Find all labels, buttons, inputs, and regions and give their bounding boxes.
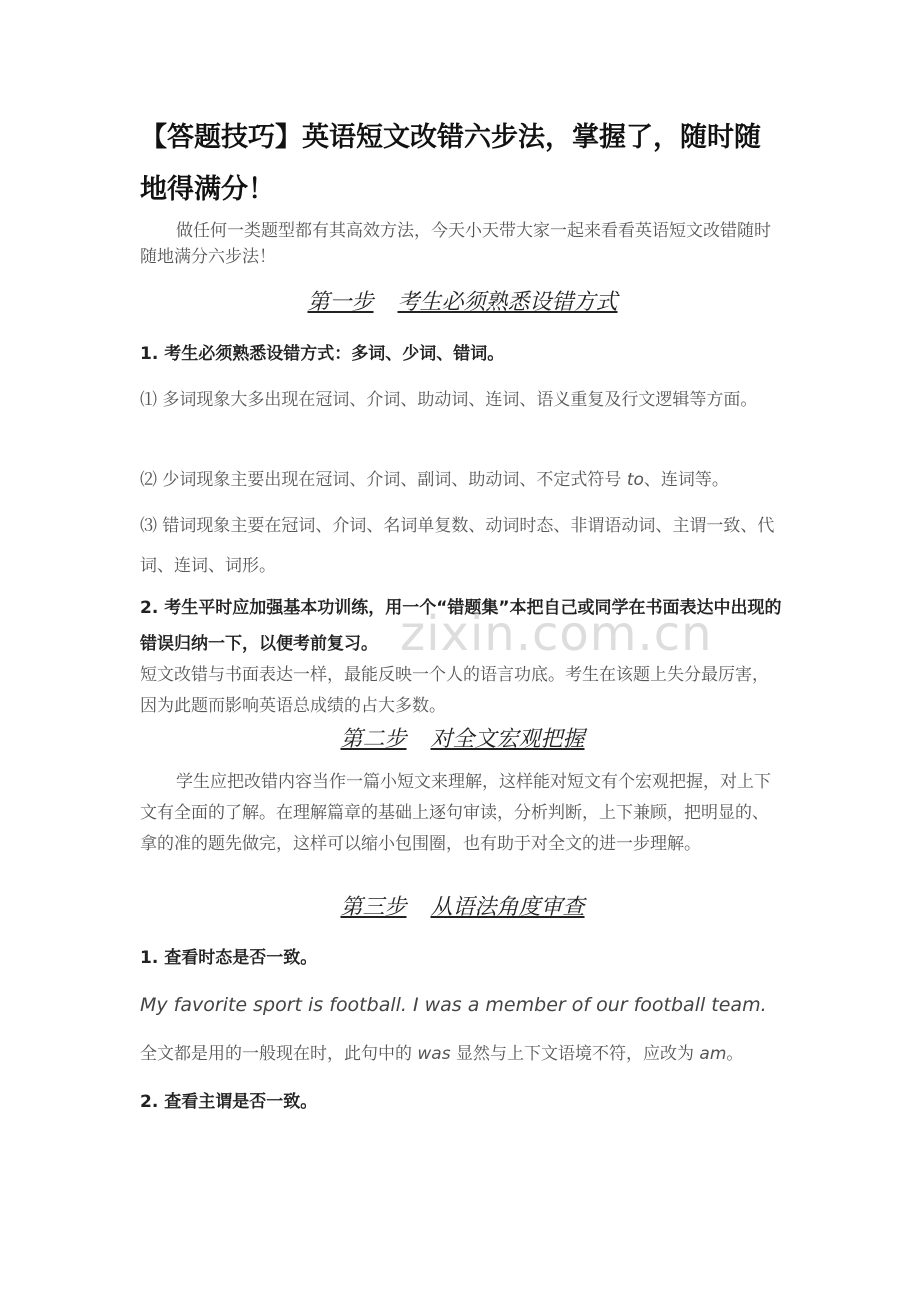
explain-was: was — [417, 1044, 451, 1064]
step2-heading-label: 第二步 — [340, 727, 407, 752]
explain-post: 。 — [726, 1044, 744, 1064]
step1-item2-to: to — [626, 470, 644, 490]
step1-item3: ⑶ 错词现象主要在冠词、介词、名词单复数、动词时态、非谓语动词、主谓一致、代词、连词、词形。 — [140, 516, 775, 576]
explain-am: am — [699, 1044, 727, 1064]
explain-pre: 全文都是用的一般现在时，此句中的 — [140, 1044, 418, 1064]
example-sentence: My favorite sport is football. I was a member of our football team. — [140, 994, 767, 1016]
step2-heading — [140, 723, 785, 757]
example-explanation — [140, 1040, 785, 1068]
step1-paragraph: 短文改错与书面表达一样，最能反映一个人的语言功底。考生在该题上失分最厉害，因为此题而影响英语总成绩的占大多数。 — [140, 665, 769, 716]
watermark: zixin.com.cn — [400, 606, 713, 662]
step1-heading-text: 考生必须熟悉设错方式 — [397, 290, 618, 315]
step3-point1: 1. 查看时态是否一致。 — [140, 948, 318, 968]
step1-point2: 2. 考生平时应加强基本功训练，用一个“错题集”本把自己或同学在书面表达中出现的错误归纳一下，以便考前复习。 — [140, 598, 782, 654]
step2-paragraph: 学生应把改错内容当作一篇小短文来理解，这样能对短文有个宏观把握，对上下文有全面的了解。在理解篇章的基础上逐句审读，分析判断，上下兼顾，把明显的、拿的准的题先做完，这样可以缩小包围圈，也有助于对全文的进一步理解。 — [140, 772, 771, 854]
step1-point1: 1. 考生必须熟悉设错方式：多词、少词、错词。 — [140, 344, 505, 364]
explain-mid: 显然与上下文语境不符，应改为 — [450, 1044, 700, 1064]
step1-item2-pre: ⑵ 少词现象主要出现在冠词、介词、副词、助动词、不定式符号 — [140, 470, 627, 490]
step1-item2 — [140, 460, 785, 500]
step2-heading-text: 对全文宏观把握 — [430, 727, 585, 752]
step1-heading — [140, 286, 785, 320]
step3-heading-label: 第三步 — [340, 895, 407, 920]
step3-heading-text: 从语法角度审查 — [430, 895, 585, 920]
intro-paragraph: 做任何一类题型都有其高效方法，今天小天带大家一起来看看英语短文改错随时随地满分六步法！ — [140, 221, 771, 267]
article-title: 【答题技巧】英语短文改错六步法，掌握了，随时随地得满分！ — [140, 122, 761, 205]
step1-heading-label: 第一步 — [307, 290, 374, 315]
step3-point2: 2. 查看主谓是否一致。 — [140, 1092, 318, 1112]
step3-heading — [140, 890, 785, 926]
step1-item2-post: 、连词等。 — [643, 470, 729, 490]
step1-item1: ⑴ 多词现象大多出现在冠词、介词、助动词、连词、语义重复及行文逻辑等方面。 — [140, 390, 758, 410]
